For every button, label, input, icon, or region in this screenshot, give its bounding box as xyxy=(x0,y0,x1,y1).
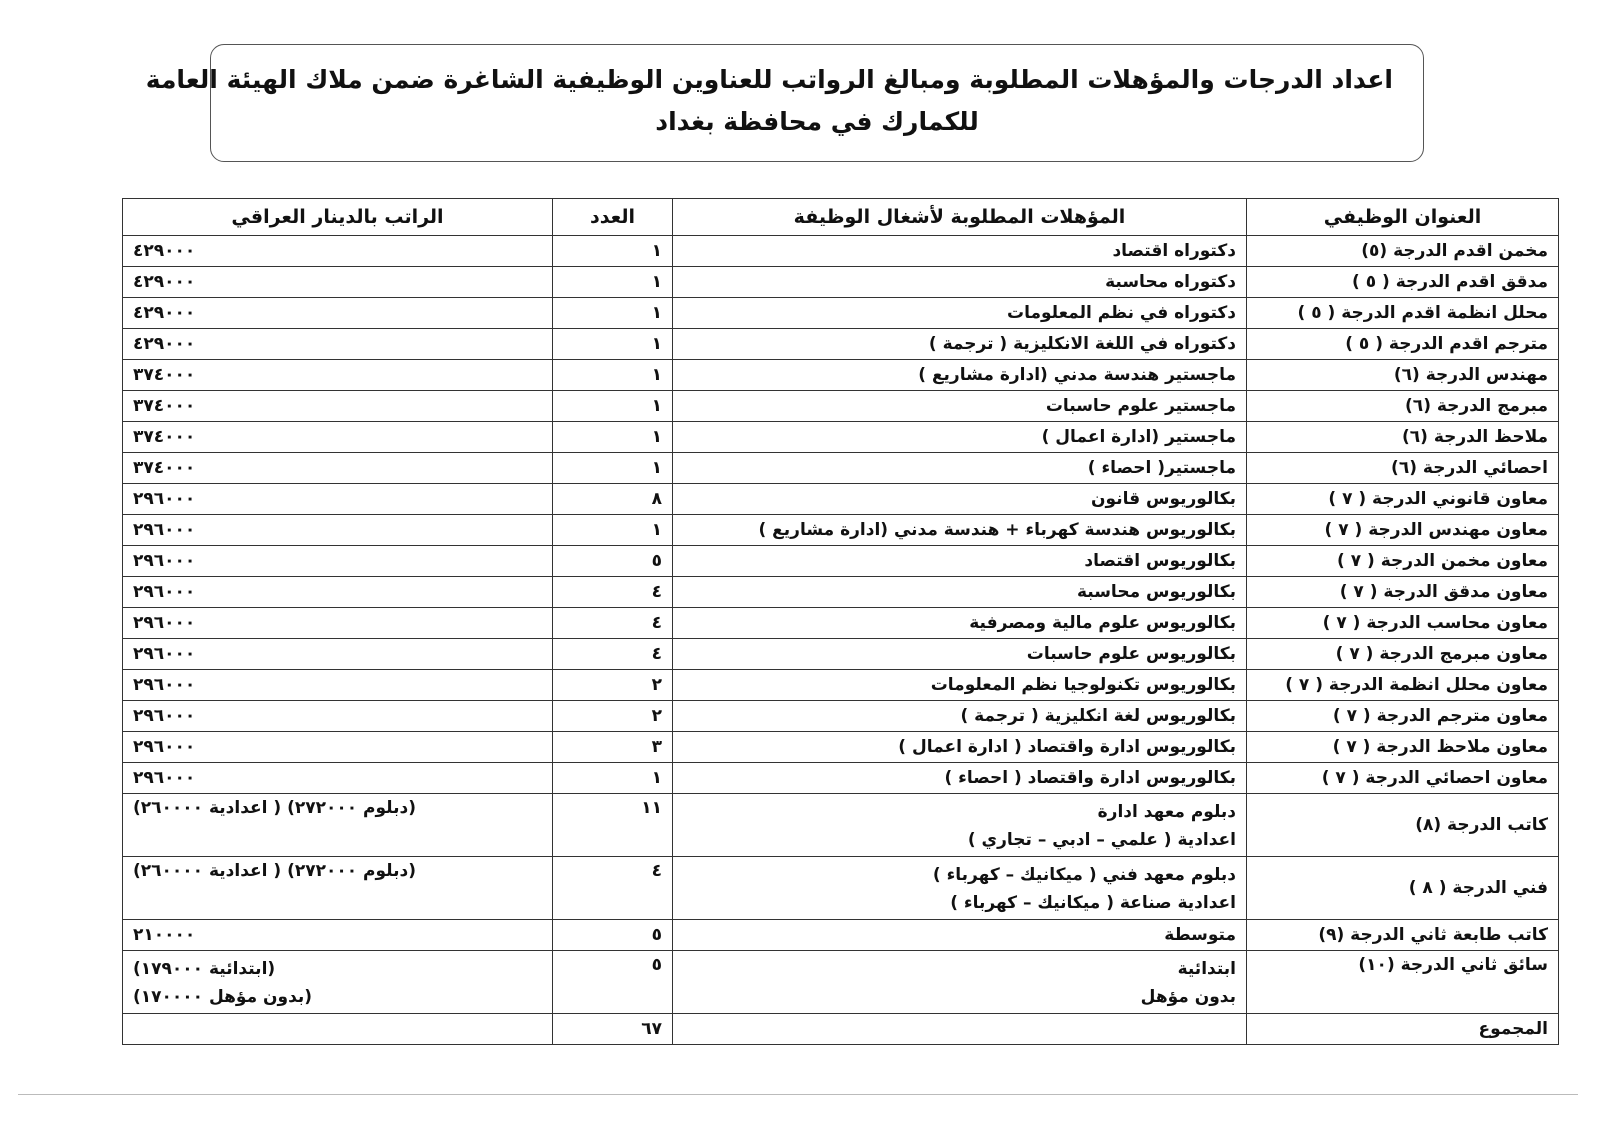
total-label: المجموع xyxy=(1247,1014,1559,1045)
salary-cell xyxy=(123,1014,553,1045)
table-row xyxy=(123,360,1559,391)
table-row xyxy=(123,422,1559,453)
title-line-2: للكمارك في محافظة بغداد xyxy=(655,107,979,136)
table-row xyxy=(123,701,1559,732)
salary-cell: ٢١٠٠٠٠ xyxy=(123,920,553,951)
table-row xyxy=(123,608,1559,639)
header-qualification: المؤهلات المطلوبة لأشغال الوظيفة xyxy=(673,199,1247,236)
count-cell: ٤ xyxy=(553,608,673,639)
qualification-line: ابتدائية xyxy=(1177,959,1236,979)
table-row xyxy=(123,763,1559,794)
salary-cell: (دبلوم ٢٧٢٠٠٠) ( اعدادية ٢٦٠٠٠٠) xyxy=(123,794,553,857)
table-row xyxy=(123,484,1559,515)
qualification-cell: بكالوريوس لغة انكليزية ( ترجمة ) xyxy=(673,701,1247,732)
count-cell: ٤ xyxy=(553,577,673,608)
qualification-line: اعدادية صناعة ( ميكانيك – كهرباء ) xyxy=(950,893,1236,913)
table-row xyxy=(123,515,1559,546)
job-title-cell: معاون مبرمج الدرجة ( ٧ ) xyxy=(1247,639,1559,670)
table-body xyxy=(123,236,1559,1045)
qualification-line: اعدادية ( علمي – ادبي – تجاري ) xyxy=(967,830,1236,850)
page-bottom-rule xyxy=(18,1094,1578,1095)
salary-cell: ٢٩٦٠٠٠ xyxy=(123,484,553,515)
salary-cell: ٢٩٦٠٠٠ xyxy=(123,763,553,794)
qualification-cell: بكالوريوس هندسة كهرباء + هندسة مدني (ادارة مشاريع ) xyxy=(673,515,1247,546)
qualification-cell: بكالوريوس علوم حاسبات xyxy=(673,639,1247,670)
header-count: العدد xyxy=(553,199,673,236)
qualification-line: دبلوم معهد ادارة xyxy=(1097,802,1236,822)
count-cell: ١ xyxy=(553,422,673,453)
total-row xyxy=(123,1014,1559,1045)
job-title-cell: كاتب الدرجة (٨) xyxy=(1247,794,1559,857)
job-title-cell: كاتب طابعة ثاني الدرجة (٩) xyxy=(1247,920,1559,951)
table-row xyxy=(123,794,1559,857)
qualification-cell: دكتوراه محاسبة xyxy=(673,267,1247,298)
job-title-cell: معاون ملاحظ الدرجة ( ٧ ) xyxy=(1247,732,1559,763)
count-cell: ١ xyxy=(553,391,673,422)
qualification-cell: دكتوراه في اللغة الانكليزية ( ترجمة ) xyxy=(673,329,1247,360)
qualification-cell xyxy=(673,857,1247,920)
qualification-cell: ماجستير علوم حاسبات xyxy=(673,391,1247,422)
salary-cell: ٣٧٤٠٠٠ xyxy=(123,360,553,391)
count-cell: ١ xyxy=(553,236,673,267)
qualification-cell: بكالوريوس محاسبة xyxy=(673,577,1247,608)
qualification-cell: متوسطة xyxy=(673,920,1247,951)
job-title-cell: سائق ثاني الدرجة (١٠) xyxy=(1247,951,1559,1014)
count-cell: ١ xyxy=(553,360,673,391)
job-title-cell: محلل انظمة اقدم الدرجة ( ٥ ) xyxy=(1247,298,1559,329)
header-salary: الراتب بالدينار العراقي xyxy=(123,199,553,236)
salary-line: (ابتدائية ١٧٩٠٠٠) xyxy=(133,959,276,979)
job-title-cell: معاون قانوني الدرجة ( ٧ ) xyxy=(1247,484,1559,515)
qualification-cell: دكتوراه في نظم المعلومات xyxy=(673,298,1247,329)
salary-cell: ٣٧٤٠٠٠ xyxy=(123,453,553,484)
salary-cell: ٢٩٦٠٠٠ xyxy=(123,577,553,608)
qualification-cell: بكالوريوس ادارة واقتصاد ( احصاء ) xyxy=(673,763,1247,794)
count-cell: ٥ xyxy=(553,951,673,1014)
job-title-cell: مترجم اقدم الدرجة ( ٥ ) xyxy=(1247,329,1559,360)
count-cell: ٢ xyxy=(553,670,673,701)
count-cell: ٥ xyxy=(553,546,673,577)
job-title-cell: معاون مهندس الدرجة ( ٧ ) xyxy=(1247,515,1559,546)
qualification-cell: ماجستير (ادارة اعمال ) xyxy=(673,422,1247,453)
salary-cell: ٤٢٩٠٠٠ xyxy=(123,236,553,267)
salary-cell: ٤٢٩٠٠٠ xyxy=(123,329,553,360)
qualification-line: دبلوم معهد فني ( ميكانيك – كهرباء ) xyxy=(932,865,1236,885)
qualification-cell: بكالوريوس علوم مالية ومصرفية xyxy=(673,608,1247,639)
table-row xyxy=(123,951,1559,1014)
job-title-cell: معاون احصائي الدرجة ( ٧ ) xyxy=(1247,763,1559,794)
table-header-row xyxy=(123,199,1559,236)
count-cell: ٤ xyxy=(553,639,673,670)
table-row xyxy=(123,732,1559,763)
salary-cell: ٢٩٦٠٠٠ xyxy=(123,608,553,639)
count-cell: ٨ xyxy=(553,484,673,515)
salary-cell xyxy=(123,951,553,1014)
count-cell: ١١ xyxy=(553,794,673,857)
table-row xyxy=(123,298,1559,329)
salary-cell: ٤٢٩٠٠٠ xyxy=(123,298,553,329)
salary-line: (بدون مؤهل ١٧٠٠٠٠) xyxy=(133,987,313,1007)
table-row xyxy=(123,453,1559,484)
header-job-title: العنوان الوظيفي xyxy=(1247,199,1559,236)
qualification-cell: ماجستير( احصاء ) xyxy=(673,453,1247,484)
count-cell: ٥ xyxy=(553,920,673,951)
table-row xyxy=(123,577,1559,608)
job-title-cell: معاون مدقق الدرجة ( ٧ ) xyxy=(1247,577,1559,608)
table-row xyxy=(123,670,1559,701)
salary-cell: ٢٩٦٠٠٠ xyxy=(123,546,553,577)
qualification-cell: بكالوريوس ادارة واقتصاد ( ادارة اعمال ) xyxy=(673,732,1247,763)
total-count: ٦٧ xyxy=(553,1014,673,1045)
count-cell: ٤ xyxy=(553,857,673,920)
job-title-cell: معاون محاسب الدرجة ( ٧ ) xyxy=(1247,608,1559,639)
table-row xyxy=(123,267,1559,298)
table-row xyxy=(123,236,1559,267)
salary-cell: ٢٩٦٠٠٠ xyxy=(123,701,553,732)
table-row xyxy=(123,329,1559,360)
count-cell: ١ xyxy=(553,267,673,298)
count-cell: ٢ xyxy=(553,701,673,732)
job-title-cell: معاون مترجم الدرجة ( ٧ ) xyxy=(1247,701,1559,732)
job-title-cell: معاون محلل انظمة الدرجة ( ٧ ) xyxy=(1247,670,1559,701)
qualification-cell xyxy=(673,794,1247,857)
salary-cell: ٣٧٤٠٠٠ xyxy=(123,391,553,422)
qualification-cell xyxy=(673,951,1247,1014)
count-cell: ١ xyxy=(553,515,673,546)
count-cell: ١ xyxy=(553,453,673,484)
count-cell: ٣ xyxy=(553,732,673,763)
salary-cell: ٤٢٩٠٠٠ xyxy=(123,267,553,298)
qualification-cell: بكالوريوس تكنولوجيا نظم المعلومات xyxy=(673,670,1247,701)
salary-cell: (دبلوم ٢٧٢٠٠٠) ( اعدادية ٢٦٠٠٠٠) xyxy=(123,857,553,920)
count-cell: ١ xyxy=(553,763,673,794)
job-title-cell: مبرمج الدرجة (٦) xyxy=(1247,391,1559,422)
qualification-cell: بكالوريوس اقتصاد xyxy=(673,546,1247,577)
salary-cell: ٣٧٤٠٠٠ xyxy=(123,422,553,453)
salary-cell: ٢٩٦٠٠٠ xyxy=(123,732,553,763)
qualification-cell: ماجستير هندسة مدني (ادارة مشاريع ) xyxy=(673,360,1247,391)
count-cell: ١ xyxy=(553,298,673,329)
job-title-cell: فني الدرجة ( ٨ ) xyxy=(1247,857,1559,920)
job-title-cell: ملاحظ الدرجة (٦) xyxy=(1247,422,1559,453)
qualification-cell: دكتوراه اقتصاد xyxy=(673,236,1247,267)
job-title-cell: مهندس الدرجة (٦) xyxy=(1247,360,1559,391)
qualification-cell xyxy=(673,1014,1247,1045)
vacancies-table xyxy=(122,198,1559,1045)
job-title-cell: مخمن اقدم الدرجة (٥) xyxy=(1247,236,1559,267)
qualification-line: بدون مؤهل xyxy=(1140,987,1236,1007)
salary-cell: ٢٩٦٠٠٠ xyxy=(123,639,553,670)
table-row xyxy=(123,391,1559,422)
job-title-cell: معاون مخمن الدرجة ( ٧ ) xyxy=(1247,546,1559,577)
count-cell: ١ xyxy=(553,329,673,360)
document-title xyxy=(145,44,1424,162)
salary-cell: ٢٩٦٠٠٠ xyxy=(123,670,553,701)
table-row xyxy=(123,639,1559,670)
title-line-1: اعداد الدرجات والمؤهلات المطلوبة ومبالغ الرواتب للعناوين الوظيفية الشاغرة ضمن ملاك الهيئة العامة xyxy=(145,65,1393,94)
table-row xyxy=(123,546,1559,577)
table-row xyxy=(123,920,1559,951)
salary-cell: ٢٩٦٠٠٠ xyxy=(123,515,553,546)
table-row xyxy=(123,857,1559,920)
job-title-cell: احصائي الدرجة (٦) xyxy=(1247,453,1559,484)
job-title-cell: مدقق اقدم الدرجة ( ٥ ) xyxy=(1247,267,1559,298)
qualification-cell: بكالوريوس قانون xyxy=(673,484,1247,515)
